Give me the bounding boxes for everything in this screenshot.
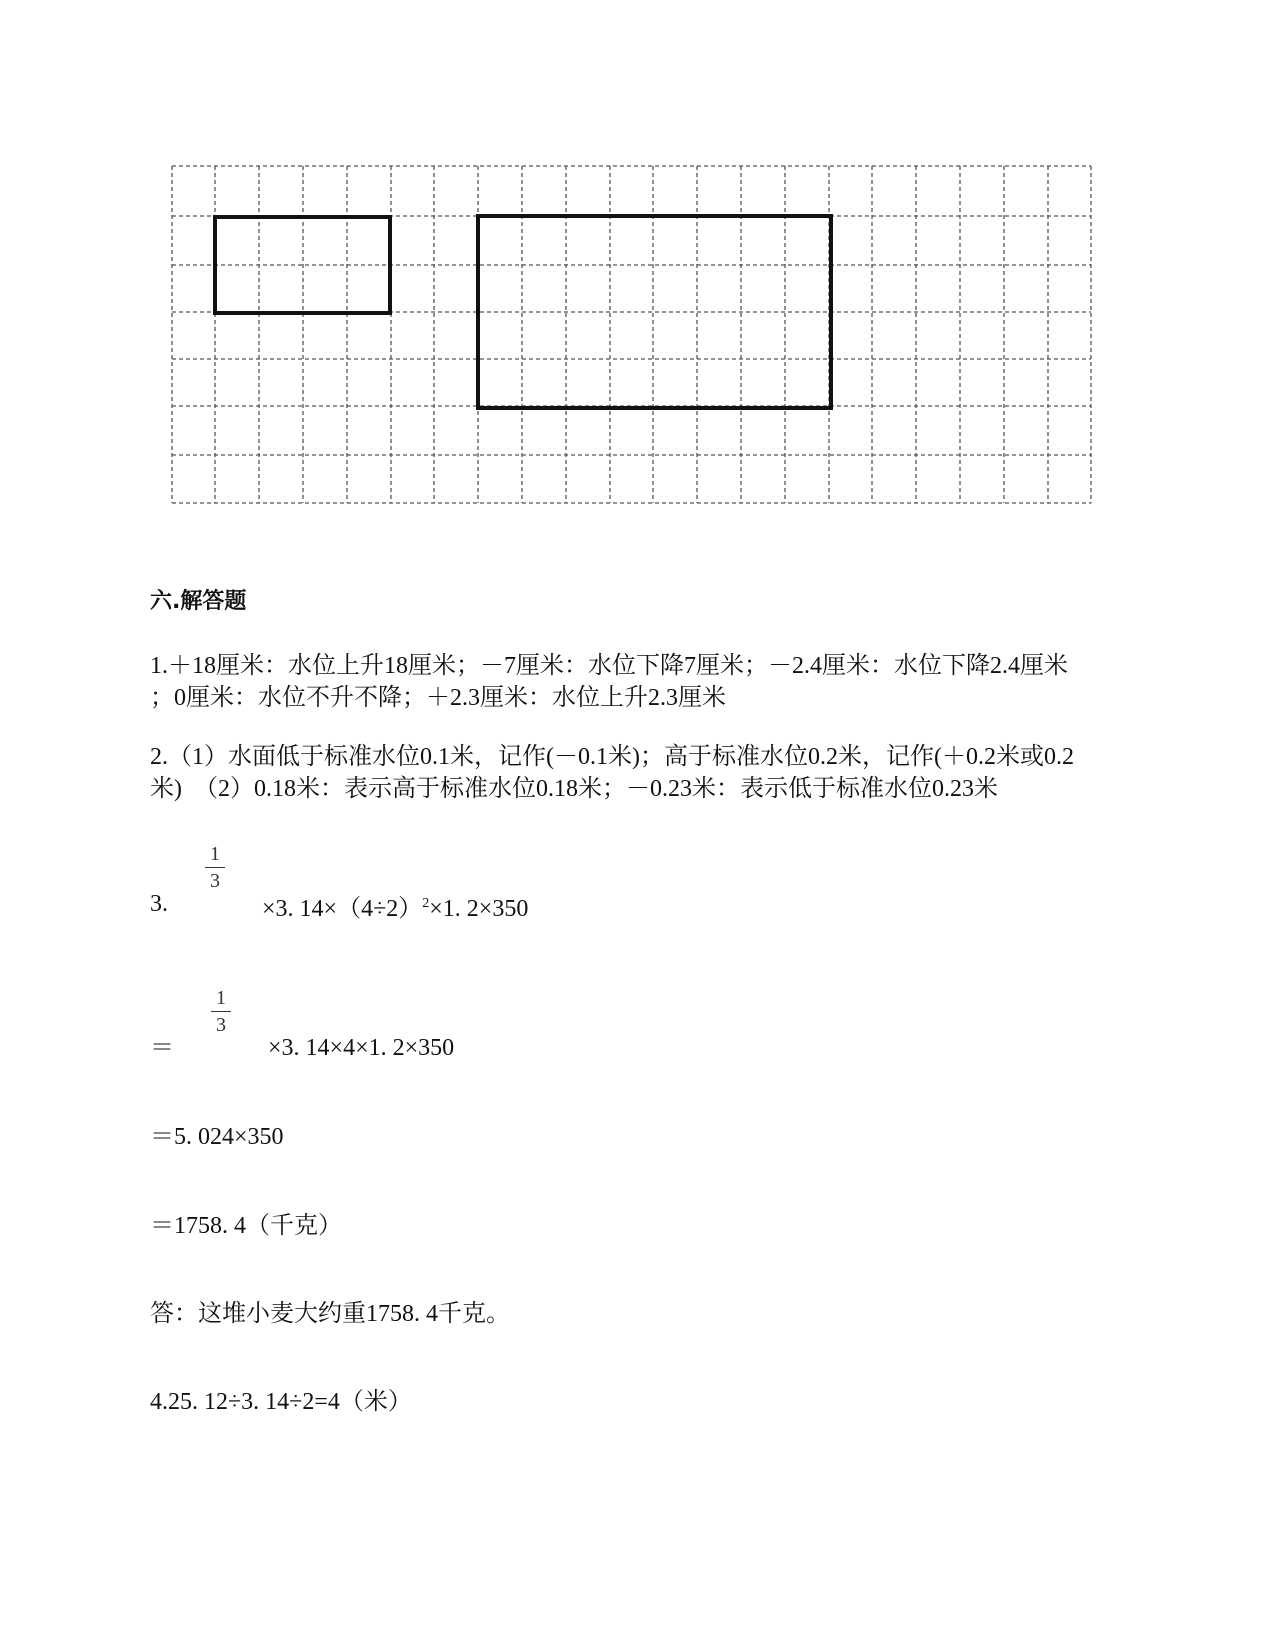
answer-3-formula: [262, 888, 528, 925]
answer-3-conclusion: 答：这堆小麦大约重1758. 4千克。: [150, 1301, 510, 1327]
exponent: 2: [422, 896, 430, 911]
formula-part-1: ×3. 14×（4÷2）: [262, 896, 423, 922]
section-heading: 六.解答题: [150, 589, 247, 614]
step-3: ＝5. 024×350: [150, 1124, 284, 1150]
answer-1-line-2: ；0厘米：水位不升不降；＋2.3厘米：水位上升2.3厘米: [150, 685, 726, 711]
answer-3-label: 3.: [150, 891, 168, 917]
answer-4-line-1: 4.25. 12÷3. 14÷2=4（米）: [150, 1389, 412, 1415]
fraction-denominator: 3: [210, 870, 220, 892]
fraction-bar: [211, 1011, 231, 1012]
fraction-bar: [205, 867, 225, 868]
step-4: ＝1758. 4（千克）: [150, 1213, 342, 1239]
grid-diagram: [0, 0, 1275, 540]
answer-1-line-1: 1.＋18厘米：水位上升18厘米；－7厘米：水位下降7厘米；－2.4厘米：水位下降2.4厘米: [150, 653, 1068, 679]
formula-part-2: ×1. 2×350: [429, 896, 529, 922]
fraction-numerator: 1: [216, 987, 226, 1009]
step-2-formula: ×3. 14×4×1. 2×350: [268, 1035, 455, 1061]
fraction-denominator: 3: [216, 1014, 226, 1036]
fraction-one-third-2: [211, 987, 231, 1036]
answer-2-line-1: 2.（1）水面低于标准水位0.1米，记作(－0.1米)；高于标准水位0.2米，记作(＋0.2米或0.2: [150, 744, 1074, 770]
fraction-numerator: 1: [210, 843, 220, 865]
step-2-equals: ＝: [150, 1035, 174, 1061]
fraction-one-third: [205, 843, 225, 892]
answer-2-line-2: 米) （2）0.18米：表示高于标准水位0.18米；－0.23米：表示低于标准水位0.23米: [150, 776, 998, 802]
